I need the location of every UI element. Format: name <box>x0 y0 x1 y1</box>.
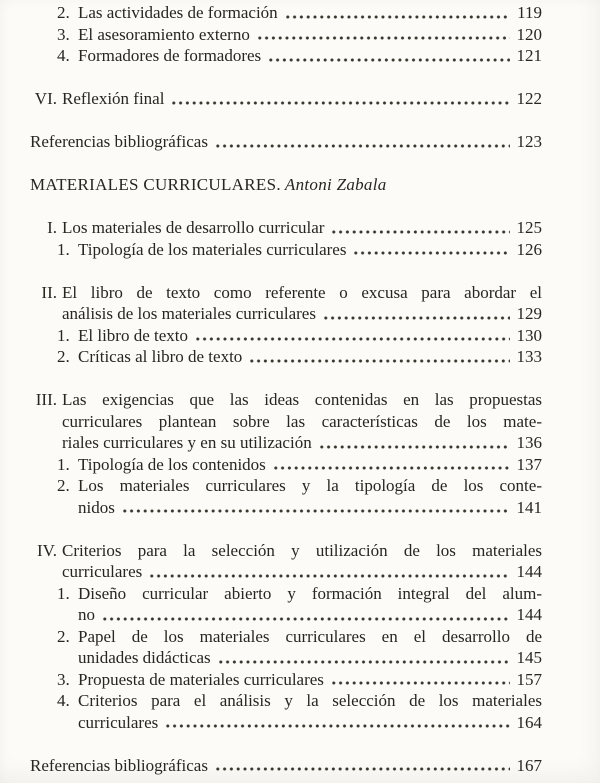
toc-text-line: Los materiales de desarrollo curricular <box>62 218 325 237</box>
toc-entry <box>30 282 542 325</box>
toc-text-line: Reflexión final <box>62 89 165 108</box>
dot-leader <box>319 444 510 450</box>
toc-entry <box>57 45 542 67</box>
toc-text-line: riales curriculares y en su utilización <box>62 433 312 452</box>
toc-text-line: curriculares <box>78 712 159 732</box>
toc-text-line: El asesoramiento externo <box>78 24 250 44</box>
toc-entry-number: 4. <box>57 46 70 65</box>
toc-text-line: Diseño curricular abierto y formación integral del alum- <box>78 583 542 603</box>
toc-entry-number: 2. <box>57 476 70 495</box>
toc-last-line <box>78 669 542 691</box>
toc-entry <box>30 217 542 239</box>
dot-leader <box>122 508 510 514</box>
toc-entry-text <box>78 346 542 368</box>
toc-entry <box>57 346 542 368</box>
section-gap <box>30 153 542 175</box>
toc-last-line <box>62 303 542 325</box>
toc-text-line: Tipología de los materiales curriculares <box>78 239 347 259</box>
dot-leader <box>215 143 510 149</box>
toc-entry-text <box>30 131 542 153</box>
toc-text-line: Criterios para la selección y utilización de los materiales <box>62 540 542 560</box>
toc-entry <box>30 88 542 110</box>
toc-last-line <box>78 45 542 67</box>
toc-last-line <box>62 217 542 239</box>
toc-entry-text <box>78 24 542 46</box>
toc-page-number: 130 <box>516 325 542 345</box>
toc-last-line <box>62 561 542 583</box>
toc-entry <box>30 131 542 153</box>
section-gap <box>30 196 542 218</box>
toc-page-number: 137 <box>516 454 542 474</box>
toc-entry-number: III. <box>35 390 57 409</box>
toc-entry-number: 4. <box>57 691 70 710</box>
dot-leader <box>353 250 510 256</box>
dot-leader <box>257 35 510 41</box>
toc-text-line: El libro de texto <box>78 325 189 345</box>
toc-last-line <box>78 24 542 46</box>
toc-text-line: Criterios para el análisis y la selección de los materiales <box>78 691 542 710</box>
toc-page-number: 119 <box>517 3 542 22</box>
toc-page-number: 167 <box>516 755 542 775</box>
toc-page-number: 123 <box>516 132 542 151</box>
dot-leader <box>165 723 510 729</box>
toc-page-number: 144 <box>516 562 542 581</box>
chapter-author: Antoni Zabala <box>284 175 387 194</box>
toc-page-number: 164 <box>516 712 542 732</box>
toc-page-number: 122 <box>516 89 542 108</box>
toc-text-line: Propuesta de materiales curriculares <box>78 669 324 689</box>
toc-entry-number: 1. <box>57 325 70 345</box>
toc-entry <box>57 239 542 261</box>
toc-entry-number: I. <box>47 218 57 237</box>
toc-page-number: 157 <box>516 669 542 689</box>
toc-page-number: 121 <box>516 46 542 65</box>
toc-entry-text <box>78 2 542 24</box>
dot-leader <box>331 229 510 235</box>
dot-leader <box>249 358 510 364</box>
toc-entry-number: 1. <box>57 583 70 603</box>
toc-entry <box>57 2 542 24</box>
toc-entry-text <box>78 45 542 67</box>
toc-text-line: Las exigencias que las ideas contenidas en las propuestas <box>62 390 542 409</box>
toc-entry-text <box>78 583 542 626</box>
dot-leader <box>195 336 510 342</box>
toc-last-line <box>30 131 542 153</box>
toc-text-line: Formadores de formadores <box>78 46 262 65</box>
toc-text-line: Críticas al libro de texto <box>78 347 243 366</box>
toc-entry-number: 1. <box>57 454 70 474</box>
dot-leader <box>149 573 510 579</box>
toc-list <box>30 2 542 776</box>
toc-text-line: curriculares plantean sobre las características de los mate- <box>62 411 542 431</box>
toc-entry <box>57 626 542 669</box>
toc-entry <box>57 583 542 626</box>
dot-leader <box>102 616 510 622</box>
toc-page-number: 125 <box>516 218 542 237</box>
toc-entry-text <box>78 690 542 733</box>
toc-entry-number: VI. <box>34 89 57 108</box>
section-gap <box>30 733 542 755</box>
dot-leader <box>273 465 510 471</box>
toc-last-line <box>78 239 542 261</box>
toc-entry <box>57 325 542 347</box>
toc-page-number: 145 <box>516 648 542 667</box>
toc-entry-text <box>62 88 542 110</box>
toc-last-line <box>78 454 542 476</box>
section-gap <box>30 518 542 540</box>
toc-last-line <box>62 88 542 110</box>
toc-entry-number: 3. <box>57 24 70 44</box>
toc-entry-text <box>62 540 542 583</box>
toc-entry-text <box>62 217 542 239</box>
toc-entry-number: 2. <box>57 626 70 646</box>
toc-entry-text <box>78 454 542 476</box>
toc-entry-text <box>62 282 542 325</box>
toc-page-number: 133 <box>516 347 542 366</box>
toc-entry-number: IV. <box>37 540 57 560</box>
toc-last-line <box>78 325 542 347</box>
toc-text-line: Tipología de los contenidos <box>78 454 266 474</box>
toc-page-number: 136 <box>516 433 542 452</box>
dot-leader <box>215 766 510 772</box>
toc-text-line: curriculares <box>62 562 143 581</box>
toc-entry-number: II. <box>41 282 57 302</box>
toc-entry <box>30 389 542 454</box>
toc-entry-text <box>78 669 542 691</box>
toc-last-line <box>78 604 542 626</box>
toc-entry-number: 2. <box>57 3 70 22</box>
toc-entry-text <box>62 389 542 454</box>
toc-entry <box>57 690 542 733</box>
toc-last-line <box>78 2 542 24</box>
toc-text-line: Referencias bibliográficas <box>30 132 208 151</box>
toc-text-line: unidades didácticas <box>78 648 211 667</box>
toc-last-line <box>78 497 542 519</box>
dot-leader <box>268 57 510 63</box>
dot-leader <box>331 680 510 686</box>
toc-text-line: no <box>78 605 95 624</box>
toc-entry <box>57 475 542 518</box>
toc-entry <box>30 755 542 777</box>
toc-text-line: El libro de texto como referente o excusa para abordar el <box>62 282 542 302</box>
toc-text-line: análisis de los materiales curriculares <box>62 304 316 323</box>
chapter-heading <box>30 174 542 196</box>
toc-entry-text <box>78 626 542 669</box>
dot-leader <box>218 659 510 665</box>
section-gap <box>30 260 542 282</box>
dot-leader <box>285 14 510 20</box>
toc-text-line: Los materiales curriculares y la tipología de los conte- <box>78 476 542 495</box>
toc-text-line: Referencias bibliográficas <box>30 755 208 775</box>
chapter-title: MATERIALES CURRICULARES. <box>30 175 281 194</box>
toc-entry-text <box>78 325 542 347</box>
toc-entry-text <box>30 755 542 777</box>
section-gap <box>30 368 542 390</box>
section-gap <box>30 110 542 132</box>
toc-page-number: 129 <box>516 304 542 323</box>
toc-page-number: 126 <box>516 239 542 259</box>
toc-entry <box>57 24 542 46</box>
toc-entry-text <box>78 475 542 518</box>
toc-last-line <box>62 432 542 454</box>
toc-last-line <box>78 712 542 734</box>
section-gap <box>30 67 542 89</box>
toc-entry-number: 1. <box>57 239 70 259</box>
toc-text-line: Papel de los materiales curriculares en el desarrollo de <box>78 626 542 646</box>
toc-text-line: nidos <box>78 497 115 517</box>
toc-entry-number: 3. <box>57 669 70 689</box>
toc-page-number: 120 <box>516 24 542 44</box>
toc-entry <box>57 669 542 691</box>
toc-entry-text <box>78 239 542 261</box>
toc-entry <box>30 540 542 583</box>
dot-leader <box>323 315 510 321</box>
toc-page-number: 141 <box>516 497 542 517</box>
toc-last-line <box>78 346 542 368</box>
dot-leader <box>171 100 510 106</box>
toc-entry <box>57 454 542 476</box>
toc-last-line <box>30 755 542 777</box>
toc-text-line: Las actividades de formación <box>78 3 278 22</box>
toc-page-number: 144 <box>516 605 542 624</box>
toc-entry-number: 2. <box>57 347 70 366</box>
toc-last-line <box>78 647 542 669</box>
